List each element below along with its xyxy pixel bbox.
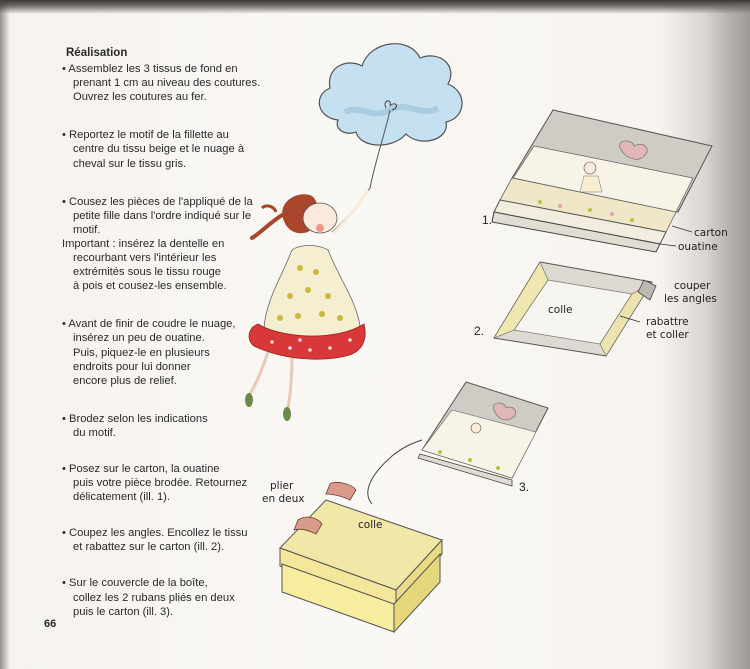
- text-line: Ouvrez les coutures au fer.: [73, 91, 207, 104]
- text-line: Puis, piquez-le en plusieurs: [73, 346, 210, 359]
- step2-number: 2.: [474, 324, 485, 338]
- text-line: et rabattez sur le carton (ill. 2).: [73, 541, 225, 554]
- step3-number: 3.: [519, 480, 530, 494]
- text-line: petite fille dans l'ordre indiqué sur le: [73, 209, 252, 222]
- text-line: insérez un peu de ouatine.: [73, 332, 205, 345]
- text-line: • Posez sur le carton, la ouatine: [62, 462, 220, 475]
- text-line: cheval sur le tissu gris.: [73, 157, 187, 170]
- text-line: à pois et cousez-les ensemble.: [73, 280, 227, 293]
- instructions-heading: Réalisation: [66, 47, 128, 59]
- text-line: extrémités sous le tissu rouge: [73, 266, 221, 279]
- label-colle-step2: colle: [548, 304, 573, 316]
- text-line: du motif.: [73, 426, 116, 439]
- text-line: collez les 2 rubans pliés en deux: [73, 591, 235, 604]
- label-couper: couper: [674, 280, 711, 292]
- text-line: • Cousez les pièces de l'appliqué de la: [62, 195, 253, 208]
- text-line: • Coupez les angles. Encollez le tissu: [62, 527, 248, 540]
- box-illustration: [280, 440, 442, 632]
- text-line: Important : insérez la dentelle en: [62, 237, 225, 250]
- text-line: • Assemblez les 3 tissus de fond en: [62, 63, 238, 76]
- text-line: • Reportez le motif de la fillette au: [62, 129, 229, 142]
- page-number: 66: [44, 618, 57, 630]
- step1-illustration: [492, 110, 712, 252]
- step3-illustration: [418, 382, 548, 486]
- label-les-angles: les angles: [664, 293, 717, 305]
- label-et-coller: et coller: [646, 329, 689, 341]
- girl-illustration: [245, 188, 370, 421]
- step2-illustration: [494, 262, 656, 356]
- text-line: • Sur le couvercle de la boîte,: [62, 577, 208, 590]
- text-line: délicatement (ill. 1).: [73, 491, 170, 504]
- label-rabattre: rabattre: [646, 316, 689, 328]
- text-line: centre du tissu beige et le nuage à: [73, 143, 245, 156]
- text-line: prenant 1 cm au niveau des coutures.: [73, 77, 261, 90]
- text-line: • Brodez selon les indications: [62, 412, 208, 425]
- text-line: puis votre pièce brodée. Retournez: [73, 477, 248, 490]
- text-line: endroits pour lui donner: [73, 360, 191, 373]
- text-line: recourbant vers l'intérieur les: [73, 252, 217, 265]
- label-carton: carton: [694, 227, 728, 239]
- text-line: • Avant de finir de coudre le nuage,: [62, 318, 236, 331]
- text-line: encore plus de relief.: [73, 374, 177, 387]
- text-line: motif.: [73, 223, 101, 236]
- label-plier: plier: [270, 480, 294, 492]
- label-en-deux: en deux: [262, 493, 305, 505]
- text-line: puis le carton (ill. 3).: [73, 605, 174, 618]
- step1-number: 1.: [482, 213, 493, 227]
- label-ouatine: ouatine: [678, 241, 718, 253]
- cloud-balloon-icon: [319, 44, 462, 188]
- label-colle-box: colle: [358, 519, 383, 531]
